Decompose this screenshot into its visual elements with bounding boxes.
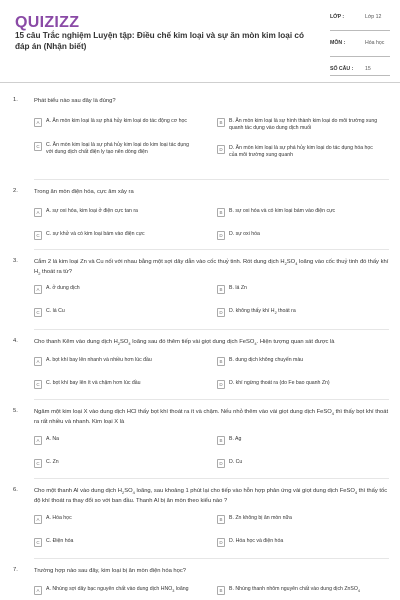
option-text: B. Ag <box>229 436 242 442</box>
option-text: A. sự oxi hóa, kim loại ở điện cực tan ra <box>46 208 138 214</box>
question-number: 1. <box>13 97 18 103</box>
option-letter-box[interactable]: C <box>34 538 42 547</box>
option-text: C. Điện hóa <box>46 538 74 544</box>
option-text: A. Na <box>46 436 59 442</box>
subscript: 4 <box>295 261 298 267</box>
option-text: D. Cu <box>229 459 243 465</box>
subscript: 3 <box>172 589 175 594</box>
meta-key: MÔN : <box>330 40 346 46</box>
option-text: B. sự oxi hóa và có kim loại bám vào điện cực <box>229 208 336 214</box>
option-letter-box[interactable]: A <box>34 357 42 366</box>
option-text: C. bọt khí bay lên ít và chậm hơn lúc đầu <box>46 380 141 386</box>
question-text: Ngâm một kim loại X vào dung dịch HCl thấy bọt khí thoát ra ít và chậm. Nếu nhỏ thêm vào vài giọt dung dịch FeSO$_4$ thì thấy bọt khí thoát ra rất nhiều và nhanh. Kim loại X là <box>34 409 389 426</box>
option-text: B. lá Zn <box>229 285 247 291</box>
question-divider <box>34 249 389 250</box>
option-letter-box[interactable]: D <box>217 459 225 468</box>
option-letter-box[interactable]: B <box>217 515 225 524</box>
question-number: 4. <box>13 338 18 344</box>
option-text: B. Nhúng thanh nhôm nguyên chất vào dung dịch ZnSO$_4$ <box>229 586 361 594</box>
option-letter-box[interactable]: A <box>34 586 42 595</box>
subscript: 2 <box>274 311 277 316</box>
meta-value: Lớp 12 <box>365 14 382 20</box>
option-letter-box[interactable]: B <box>217 118 225 127</box>
option-text: B. dung dịch không chuyển màu <box>229 357 304 363</box>
option-letter-box[interactable]: A <box>34 118 42 127</box>
option-text: D. không thấy khí $H_2$ thoát ra <box>229 308 296 316</box>
subscript: 4 <box>128 341 131 347</box>
question-text: Cho thanh Kẽm vào dung dịch $H_2SO_4$ loãng sau đó thêm tiếp vài giọt dung dịch FeSO$_4$. Hiện tượng quan sát được là <box>34 339 335 347</box>
option-text: A. Ăn mòn kim loại là sự phá hủy kim loại do tác động cơ học <box>46 118 187 124</box>
option-text: C. lá Cu <box>46 308 65 314</box>
meta-row-count <box>330 66 390 76</box>
option-letter-box[interactable]: C <box>34 459 42 468</box>
subscript: 4 <box>331 411 334 417</box>
option-letter-box[interactable]: C <box>34 231 42 240</box>
question-number: 5. <box>13 408 18 414</box>
option-letter-box[interactable]: A <box>34 436 42 445</box>
option-text: C. Zn <box>46 459 59 465</box>
option-letter-box[interactable]: A <box>34 515 42 524</box>
option-text: A. Hóa học <box>46 515 72 521</box>
subscript: 2 <box>284 261 287 267</box>
question-text: Trường hợp nào sau đây, kim loại bị ăn mòn điện hóa học? <box>34 568 186 574</box>
question-divider <box>34 558 389 559</box>
option-letter-box[interactable]: B <box>217 285 225 294</box>
meta-value: 15 <box>365 66 371 72</box>
option-text: D. khí ngừng thoát ra (do Fe bao quanh Zn) <box>229 380 330 386</box>
question-divider <box>34 329 389 330</box>
subscript: 4 <box>254 341 257 347</box>
option-text: C. sự khử và có kim loại bám vào điện cực <box>46 231 145 237</box>
question-text: Cho một thanh Al vào dung dịch $H_2SO_4$ loãng, sau khoảng 1 phút lại cho tiếp vào hỗn hợp phản ứng vài giọt dung dịch FeSO$_4$ thì thấy tốc độ khí thoát ra thay đổi so với ban đầu. Thanh Al bị ăn mòn theo kiểu nào ? <box>34 488 388 505</box>
worksheet-header <box>0 0 400 80</box>
option-text: B. Ăn mòn kim loại là sự hình thành kim loại do môi trường xung quanh tác dụng vào dung dịch muối <box>229 118 378 131</box>
option-letter-box[interactable]: C <box>34 308 42 317</box>
question-divider <box>34 399 389 400</box>
question-divider <box>34 179 389 180</box>
option-text: B. Zn không bị ăn mòn nữa <box>229 515 292 521</box>
option-text: D. sự oxi hóa <box>229 231 260 237</box>
subscript: 2 <box>38 271 41 277</box>
option-text: A. ở dung dịch <box>46 285 80 291</box>
option-letter-box[interactable]: D <box>217 145 225 154</box>
option-text: D. Ăn mòn kim loại là sự phá hủy kim loại do tác dụng hóa học của môi trường xung quanh <box>229 145 373 158</box>
worksheet-title: 15 câu Trắc nghiệm Luyện tập: Điều chế kim loại và sự ăn mòn kim loại có đáp án (Nhận biết) <box>15 31 304 51</box>
meta-key: LỚP : <box>330 14 345 20</box>
subscript: 4 <box>354 490 358 496</box>
subscript: 2 <box>117 341 121 347</box>
question-text: Trong ăn mòn điện hóa, cực âm xảy ra <box>34 189 134 195</box>
question-number: 2. <box>13 188 18 194</box>
meta-row-subject <box>330 40 390 57</box>
option-letter-box[interactable]: D <box>217 380 225 389</box>
subscript: 2 <box>121 490 125 496</box>
question-number: 3. <box>13 258 18 264</box>
option-text: A. bọt khí bay lên nhanh và nhiều hơn lúc đầu <box>46 357 152 363</box>
subscript: 4 <box>357 589 361 594</box>
option-letter-box[interactable]: A <box>34 208 42 217</box>
option-letter-box[interactable]: D <box>217 308 225 317</box>
option-letter-box[interactable]: C <box>34 380 42 389</box>
question-number: 7. <box>13 567 18 573</box>
option-letter-box[interactable]: A <box>34 285 42 294</box>
question-text: Phát biểu nào sau đây là đúng? <box>34 98 116 104</box>
option-letter-box[interactable]: D <box>217 538 225 547</box>
option-text: C. Ăn mòn kim loại là sự phá hủy kim loại do kim loại tác dụng với dung dịch chất điện ly tạo nên dòng điện <box>46 142 190 155</box>
option-letter-box[interactable]: C <box>34 142 42 151</box>
option-letter-box[interactable]: D <box>217 231 225 240</box>
subscript: 4 <box>132 490 135 496</box>
question-text: Cắm 2 lá kim loại Zn và Cu nối với nhau bằng một sợi dây dẫn vào cốc thuỷ tinh. Rót dung dịch $H_2SO_4$ loãng vào cốc thuỷ tinh đó thấy khí $H_2$ thoát ra từ? <box>34 259 389 277</box>
option-letter-box[interactable]: B <box>217 436 225 445</box>
question-number: 6. <box>13 487 18 493</box>
meta-key: SỐ CÂU : <box>330 66 354 72</box>
meta-value: Hóa học <box>365 40 385 46</box>
option-text: D. Hóa học và điện hóa <box>229 538 284 544</box>
quizizz-logo: QUIZIZZ <box>15 14 80 31</box>
worksheet-meta <box>330 14 390 76</box>
header-divider <box>0 82 400 83</box>
option-letter-box[interactable]: B <box>217 208 225 217</box>
option-letter-box[interactable]: B <box>217 586 225 595</box>
question-divider <box>34 478 389 479</box>
option-text: A. Nhúng sợi dây bạc nguyên chất vào dung dịch $HNO_3$ loãng <box>46 586 189 594</box>
meta-row-class <box>330 14 390 31</box>
option-letter-box[interactable]: B <box>217 357 225 366</box>
